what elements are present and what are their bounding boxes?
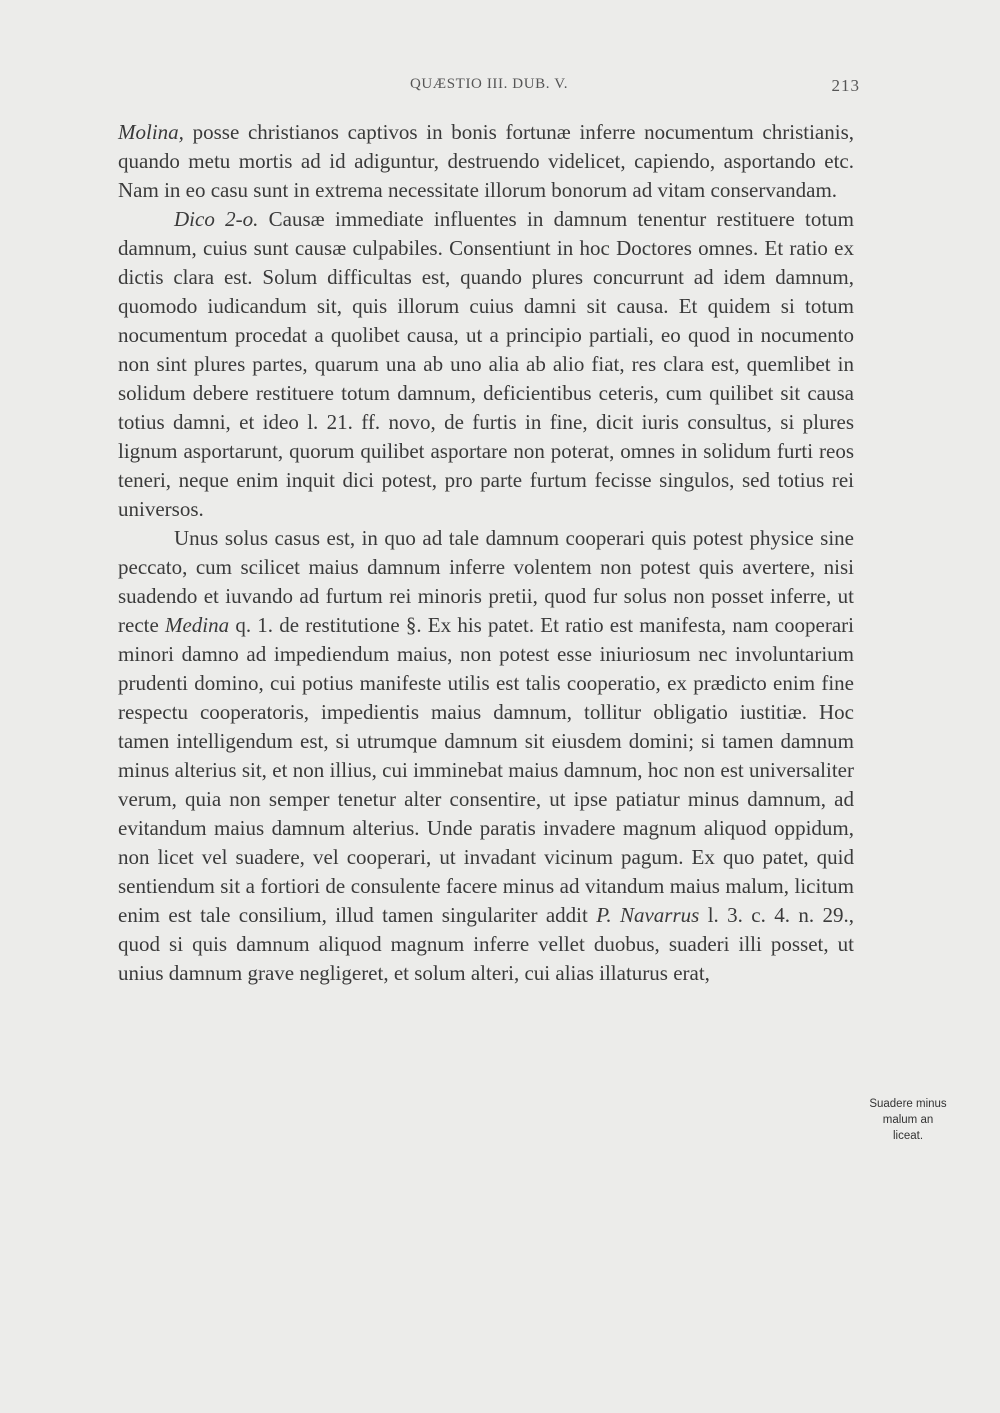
paragraph [118, 118, 854, 205]
text-run: posse christianos captivos in bonis fortunæ inferre nocumentum christianis, quando metu mortis ad id adiguntur, destruendo videlicet, capiendo, asportando etc. Nam in eo casu sunt in extrema necessitate illorum bonorum ad vitam conservandam. [118, 120, 854, 202]
italic-text: Molina, [118, 120, 184, 144]
italic-text: Dico 2-o. [174, 207, 259, 231]
italic-text: P. Navarrus [596, 903, 700, 927]
running-title: QUÆSTIO III. DUB. V. [409, 76, 569, 92]
body-text [118, 118, 854, 988]
paragraph [118, 205, 854, 524]
margin-note-line: liceat. [892, 1130, 924, 1142]
margin-note [848, 1096, 968, 1144]
text-run: Causæ immediate influentes in damnum tenentur restituere totum damnum, cuius sunt causæ culpabiles. Consentiunt in hoc Doctores omnes. Et ratio ex dictis clara est. Solum difficultas est, quando plures concurrunt ad idem damnum, quomodo iudicandum sit, quis illorum cuius damni sit causa. Et quidem si totum nocumentum procedat a quolibet causa, ut a principio partiali, eo quod in nocumento non sint plures partes, quarum una ab uno alia ab alio fiat, res clara est, quemlibet in solidum debere restituere totum damnum, deficientibus ceteris, cum quilibet sit causa totius damni, et ideo l. 21. ff. novo, de furtis in fine, dicit iuris consultus, si plures lignum asportarunt, quorum quilibet asportare non poterat, omnes in solidum furti reos teneri, neque enim inquit dici potest, pro parte furtum fecisse singulos, sed totius rei universos. [118, 207, 854, 521]
paragraph [118, 524, 854, 988]
page-number: 213 [831, 76, 860, 95]
text-run: Unus solus casus est, in quo ad tale damnum cooperari quis potest physice sine peccato, cum scilicet maius damnum inferre volentem non potest quis avertere, nisi suadendo et iuvando ad furtum rei minoris pretii, quod fur solus non posset inferre, ut recte [118, 526, 854, 637]
running-head [118, 76, 860, 98]
text-run: q. 1. de restitutione §. Ex his patet. Et ratio est manifesta, nam cooperari minori damno ad impediendum maius, non potest esse iniuriosum nec involuntarium prudenti domino, cui potius manifeste utilis est talis cooperatio, ex prædicto enim fine respectu cooperatoris, impedientis maius damnum, tollitur obligatio iustitiæ. Hoc tamen intelligendum est, si utrumque damnum sit eiusdem domini; si tamen damnum minus alterius sit, et non illius, cui imminebat maius damnum, hoc non est universaliter verum, quia non semper tenetur alter consentire, ut ipse patiatur minus damnum, ad evitandum maius damnum alterius. Unde paratis invadere magnum aliquod oppidum, non licet vel suadere, vel cooperari, ut invadant vicinum pagum. Ex quo patet, quid sentiendum sit a fortiori de consulente facere minus ad vitandum maius malum, licitum enim est tale consilium, illud tamen singulariter addit [118, 613, 854, 927]
text-run: l. 3. c. 4. n. 29., quod si quis damnum aliquod magnum inferre vellet duobus, suaderi illi posset, ut unius damnum grave negligeret, et solum alteri, cui alias illaturus erat, [118, 903, 855, 985]
margin-note-line: Suadere minus [869, 1098, 947, 1110]
margin-note-line: malum an [882, 1114, 934, 1126]
italic-text: Medina [164, 613, 230, 637]
